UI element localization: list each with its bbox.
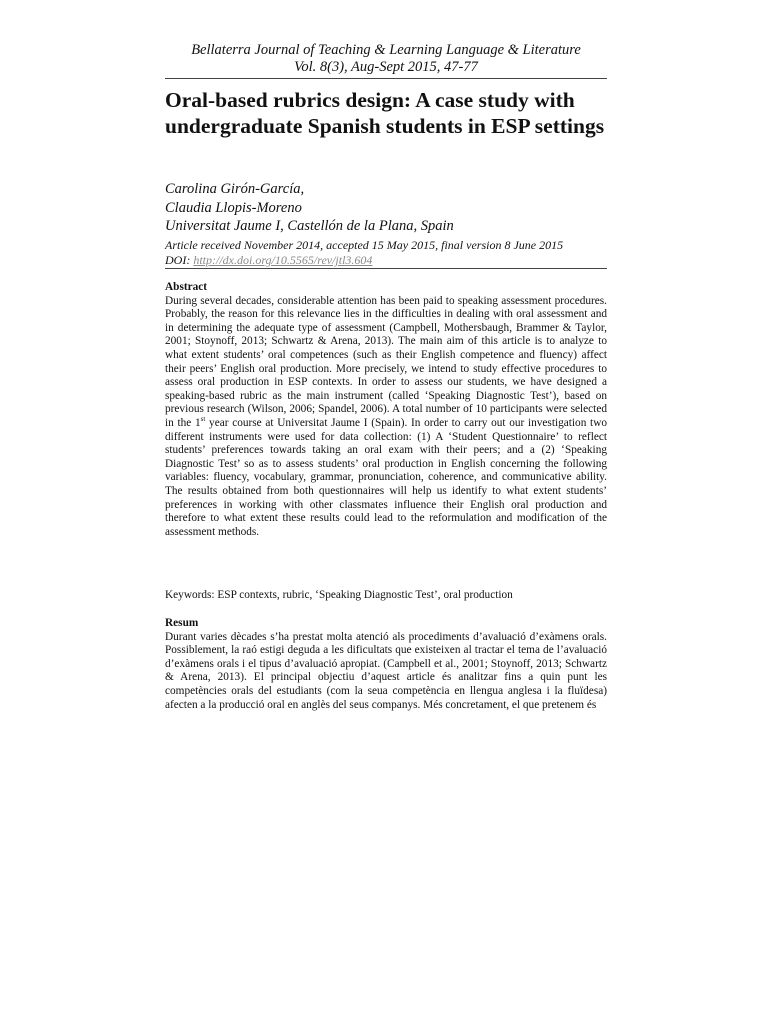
abstract-text-part1: During several decades, considerable attention has been paid to speaking assessment procedures. Probably, the reason for this relevance lies in the difficulties in dealing with oral assessment and in determining the adequate type of assessment (Campbell, Mothersbaugh, Brammer & Taylor, 2001; Stoynoff, 2013; Schwartz & Arena, 2013). The main aim of this article is to analyze to what extent students’ oral competences (such as their English competence and fluency) affect their peers’ English oral production. More precisely, we intend to study effective procedures to assess oral production in ESP contexts. In order to assess our students, we have designed a speaking-based rubric as the main instrument (called ‘Speaking Diagnostic Test’), based on previous research (Wilson, 2006; Spandel, 2006). A total number of 10 participants were selected in the 1 — [165, 294, 607, 429]
author-name: Carolina Girón-García, — [165, 181, 305, 197]
abstract-text-part2: year course at Universitat Jaume I (Spain). In order to carry out our investigation two different instruments were used for data collection: (1) A ‘Student Questionnaire’ to reflect students’ preferences towards taking an oral exam with their peers; and a (2) ‘Speaking Diagnostic Test’ so as to assess students’ oral production in English concerning the following variables: fluency, vocabulary, grammar, pronunciation, coherence, and communicative ability. The results obtained from both questionnaires will help us identify to what extent students’ preferences in working with other classmates influence their English oral production and therefore to what extent these results could lead to the reformulation and modification of the assessment methods. — [165, 416, 608, 538]
doi-label: DOI: — [165, 253, 191, 267]
resum-heading: Resum — [165, 617, 199, 629]
ordinal-superscript: st — [200, 415, 206, 424]
author-name: Claudia Llopis-Moreno — [165, 199, 302, 216]
journal-name: Bellaterra Journal of Teaching & Learning Language & Literature — [191, 42, 581, 58]
author-affiliation: Universitat Jaume I, Castellón de la Plana, Spain — [165, 218, 454, 234]
abstract-text — [165, 295, 607, 540]
abstract-section — [165, 281, 607, 539]
resum-text: Durant varies dècades s’ha prestat molta atenció als procediments d’avaluació d’exàmens orals. Possiblement, la raó estigi deguda a les dificultats que existeixen al tractar el tema de l’avaluació d’exàmens orals i el tipus d’avaluació apropiat. (Campbell et al., 2001; Stoynoff, 2013; Schwartz & Arena, 2013). El principal objectiu d’aquest article és analitzar fins a quin punt les competències orals del estudiants (com la seua competència en llengua anglesa i la fluïdesa) afecten a la producció oral en anglès del seus companys. Més concretament, el que pretenem és — [165, 630, 607, 711]
received-dates: Article received November 2014, accepted 15 May 2015, final version 8 June 2015 — [165, 238, 564, 252]
meta-rule — [165, 268, 607, 269]
resum-section — [165, 617, 607, 712]
header-rule — [165, 78, 607, 79]
journal-volume: Vol. 8(3), Aug-Sept 2015, 47-77 — [294, 59, 478, 75]
doi-link[interactable]: http://dx.doi.org/10.5565/rev/jtl3.604 — [193, 253, 373, 267]
doi-line — [165, 253, 607, 268]
keywords-line: Keywords: ESP contexts, rubric, ‘Speaking Diagnostic Test’, oral production — [165, 589, 513, 601]
article-meta — [165, 238, 607, 268]
author-block — [165, 180, 607, 236]
journal-header — [165, 42, 607, 76]
abstract-heading: Abstract — [165, 281, 208, 293]
article-title: Oral-based rubrics design: A case study with undergraduate Spanish students in ESP settings — [165, 88, 605, 138]
